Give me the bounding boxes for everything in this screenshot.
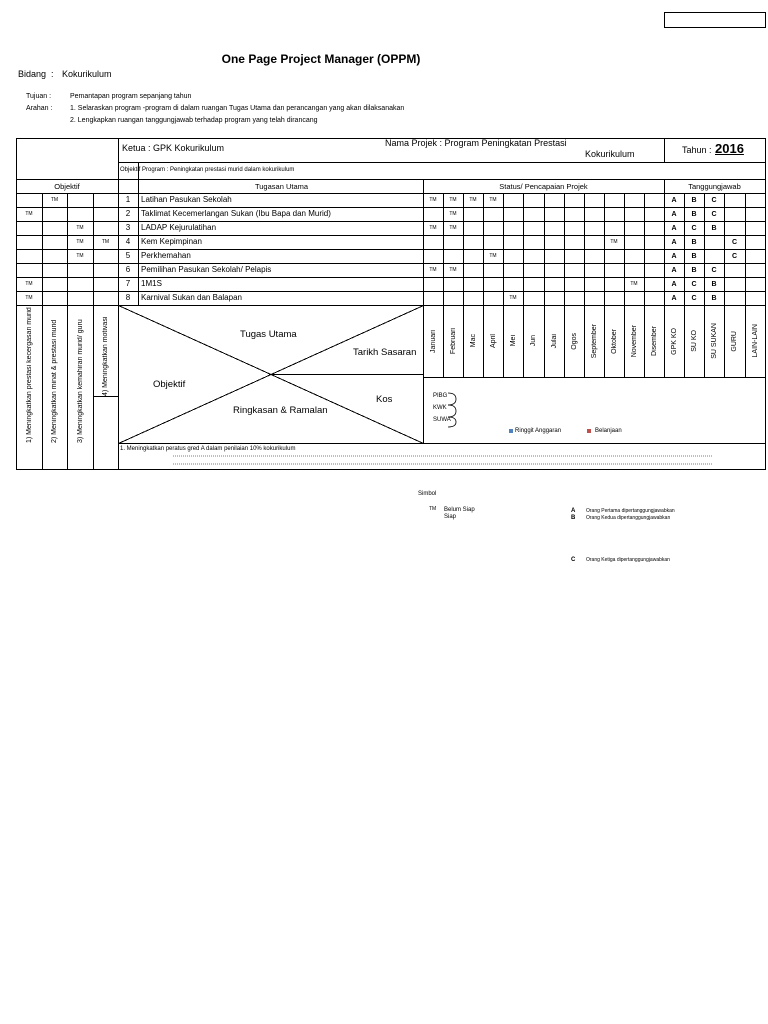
objective-2-label: 2) Meningkatkan minat & prestasi murid (51, 319, 58, 443)
responsible-mark: C (731, 238, 738, 246)
diagram-kos: Kos (376, 394, 393, 405)
month-cell (503, 306, 523, 376)
task-name: Pemilihan Pasukan Sekolah/ Pelapis (141, 265, 272, 274)
task-number: 3 (125, 223, 131, 232)
task-name: Latihan Pasukan Sekolah (141, 195, 232, 204)
status-mark: TM (610, 238, 618, 245)
responsible-mark: C (691, 294, 697, 302)
responsible-mark: C (691, 224, 697, 232)
simbol-a-key: A (571, 508, 576, 514)
objective-4-cell (93, 306, 118, 396)
responsible-mark: A (671, 210, 677, 218)
task-name: Taklimat Kecemerlangan Sukan (Ibu Bapa dan Murid) (141, 209, 331, 218)
legend-ringgit-label: Ringgit Anggaran (515, 428, 562, 434)
responsible-mark: C (691, 280, 697, 288)
bidang-value: Kokurikulum (62, 69, 112, 79)
responsible-cell (704, 306, 724, 376)
responsible-mark: B (691, 238, 697, 246)
objective-mark: TM (25, 280, 33, 287)
tujuan-value: Pemantapan program sepanjang tahun (70, 93, 192, 100)
month-cell (523, 306, 544, 376)
bidang-separator: : (51, 69, 54, 79)
page-title: One Page Project Manager (OPPM) (221, 52, 421, 66)
objective-mark: TM (76, 238, 84, 245)
responsible-mark: C (711, 196, 717, 204)
objective-mark: TM (50, 196, 59, 203)
month-cell (443, 306, 463, 376)
simbol-tm-text2: Siap (444, 514, 457, 520)
responsible-label: SU SUKAN (710, 323, 718, 359)
task-number: 8 (125, 293, 131, 302)
responsible-label: GPK KO (670, 327, 678, 355)
month-label: April (489, 333, 497, 348)
nama-projek-line2: Kokurikulum (585, 149, 635, 159)
arahan-line-1: 1. Selaraskan program -program di dalam ruangan Tugas Utama dan perancangan yang akan dilaksanakan (70, 105, 405, 112)
month-label: September (590, 323, 598, 359)
task-name: 1M1S (141, 279, 162, 288)
task-number: 1 (125, 195, 131, 204)
diagram-tugas-utama: Tugas Utama (240, 329, 297, 340)
month-cell (483, 306, 503, 376)
responsible-cell (664, 306, 684, 376)
responsible-mark: A (671, 280, 677, 288)
diagram-ringkasan: Ringkasan & Ramalan (233, 405, 328, 416)
responsible-mark: A (671, 266, 677, 274)
responsible-mark: B (691, 196, 697, 204)
status-mark: TM (429, 224, 437, 231)
simbol-tm-mark: TM (429, 506, 437, 512)
cost-label-kwk: KWK (433, 405, 447, 411)
status-mark: TM (429, 196, 437, 203)
responsible-mark: B (691, 252, 697, 260)
task-name: Perkhemahan (141, 251, 191, 260)
ketua: Ketua : GPK Kokurikulum (122, 143, 225, 153)
arahan-line-2: 2. Lengkapkan ruangan tanggungjawab terhadap program yang telah dirancang (70, 117, 318, 124)
objective-3-cell (67, 306, 93, 443)
arahan-label: Arahan : (26, 105, 53, 112)
objective-3-label: 3) Meningkatkan kemahiran murid/ guru (76, 319, 84, 443)
tahun-label: Tahun : (682, 145, 712, 155)
section-status: Status/ Pencapaian Projek (499, 182, 588, 191)
objective-2-cell (42, 306, 67, 443)
bidang-label: Bidang (18, 69, 47, 79)
responsible-mark: A (671, 252, 677, 260)
month-label: Mac (469, 334, 477, 348)
simbol-c-text: Orang Ketiga dipertanggungjawabkan (586, 557, 670, 563)
simbol-tm-text: Belum Siap (444, 507, 475, 513)
objective-mark: TM (76, 224, 84, 231)
month-label: Mei (509, 335, 517, 347)
responsible-mark: C (711, 210, 717, 218)
objective-4-label: 4) Meningkatkan motivasi (102, 316, 109, 396)
month-label: Disember (650, 326, 658, 356)
responsible-mark: C (731, 252, 738, 260)
simbol-c-key: C (571, 557, 576, 563)
month-cell (564, 306, 584, 376)
responsible-mark: A (671, 196, 677, 204)
cost-label-suwa: SUWA (433, 417, 451, 423)
status-mark: TM (429, 266, 437, 273)
month-cell (584, 306, 604, 376)
responsible-mark: B (711, 224, 717, 232)
section-objektif: Objektif (54, 182, 80, 191)
diagram-objektif: Objektif (153, 379, 186, 390)
status-mark: TM (489, 196, 497, 203)
objektif-program: Objektif Program : Peningkatan prestasi murid dalam kokurikulum (120, 167, 295, 173)
simbol-b-key: B (571, 515, 576, 521)
responsible-label: LAIN-LAIN (751, 324, 759, 358)
cost-legend-2 (587, 428, 622, 434)
tahun-value: 2016 (715, 141, 744, 156)
month-label: Februari (449, 327, 457, 355)
responsible-mark: B (691, 210, 697, 218)
status-mark: TM (630, 280, 638, 287)
month-cell (423, 306, 443, 376)
responsible-mark: A (671, 224, 677, 232)
responsible-cell (724, 306, 745, 376)
nama-projek: Nama Projek : Program Peningkatan Prestasi (385, 138, 567, 148)
task-name: LADAP Kejurulatihan (141, 223, 217, 232)
task-name: Karnival Sukan dan Balapan (141, 293, 242, 302)
objective-mark: TM (76, 252, 84, 259)
month-cell (604, 306, 624, 376)
month-cell (644, 306, 664, 376)
month-cell (463, 306, 483, 376)
simbol-title: Simbol (418, 491, 437, 497)
diagram-tarikh-sasaran: Tarikh Sasaran (353, 347, 417, 358)
status-mark: TM (449, 210, 457, 217)
month-label: Januari (429, 329, 437, 353)
section-tanggungjawab: Tanggungjawab (688, 182, 741, 191)
responsible-mark: B (691, 266, 697, 274)
responsible-mark: A (671, 238, 677, 246)
objective-mark: TM (25, 294, 33, 301)
status-mark: TM (509, 294, 517, 301)
task-number: 5 (125, 251, 131, 260)
responsible-mark: B (711, 294, 717, 302)
responsible-mark: C (711, 266, 717, 274)
month-label: Julai (550, 333, 558, 349)
month-label: Jun (530, 335, 537, 347)
status-mark: TM (449, 266, 457, 273)
objective-1-label: 1) Meningkatkan prestasi kecergasan murid (25, 307, 33, 443)
responsible-cell (745, 306, 765, 376)
responsible-label: SU KO (690, 330, 698, 352)
status-mark: TM (469, 196, 477, 203)
task-number: 6 (125, 265, 131, 274)
section-tugasan: Tugasan Utama (254, 182, 309, 191)
responsible-mark: B (711, 280, 717, 288)
responsible-label: GURU (731, 330, 738, 352)
month-label: Oktober (610, 328, 618, 354)
simbol-b-text: Orang Kedua dipertanggungjawabkan (586, 515, 671, 521)
responsible-mark: A (671, 294, 677, 302)
legend-swatch-belanjaan (587, 429, 591, 433)
objective-mark: TM (25, 210, 33, 217)
task-number: 4 (125, 237, 131, 246)
month-label: November (630, 324, 638, 358)
status-mark: TM (449, 224, 457, 231)
summary-text: 1. Meningkatkan peratus gred A dalam penilaian 10% kokurikulum (120, 446, 296, 452)
responsible-cell (684, 306, 704, 376)
legend-swatch-ringgit (509, 429, 513, 433)
status-mark: TM (489, 252, 497, 259)
objective-1-cell (16, 306, 42, 443)
cost-label-pibg: PIBG (433, 393, 448, 399)
tujuan-label: Tujuan : (26, 93, 52, 100)
task-number: 7 (125, 279, 131, 288)
task-number: 2 (125, 209, 131, 218)
month-label: Ogos (570, 332, 578, 350)
task-name: Kem Kepimpinan (141, 237, 202, 246)
month-cell (624, 306, 644, 376)
status-mark: TM (449, 196, 457, 203)
month-cell (544, 306, 564, 376)
legend-belanjaan-label: Belanjaan (595, 428, 622, 434)
simbol-a-text: Orang Pertama dipertanggungjawabkan (586, 508, 675, 514)
cost-legend-1 (509, 428, 561, 434)
objective-mark: TM (101, 238, 110, 245)
